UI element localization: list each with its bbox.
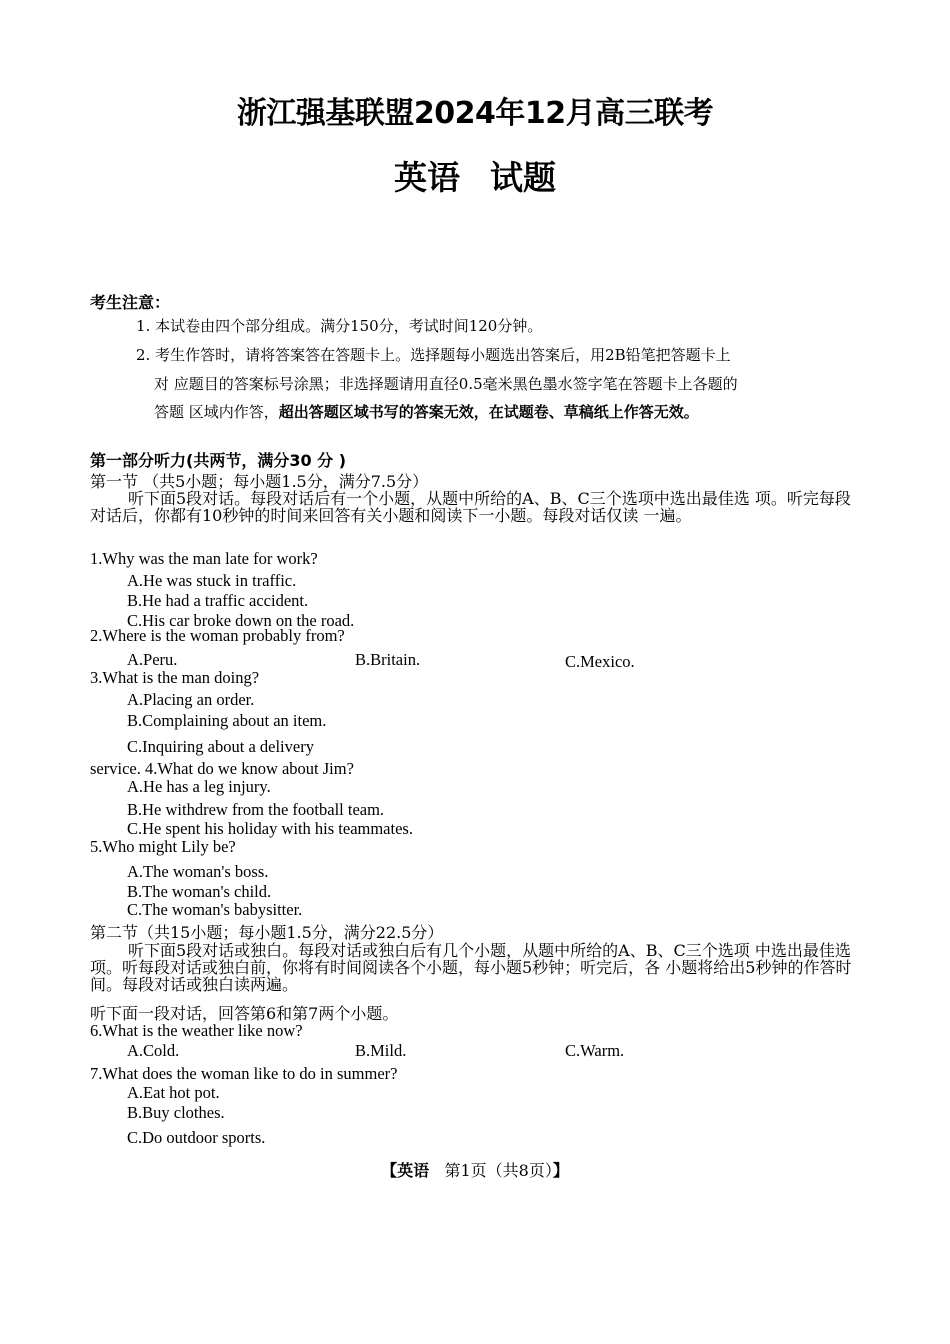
q1-option-b: B.He had a traffic accident. (127, 591, 309, 610)
notice-item-2-line-3 (154, 401, 699, 422)
exam-title: 浙江强基联盟2024年12月高三联考 (236, 96, 714, 131)
q5-stem: 5.Who might Lily be? (90, 837, 236, 856)
section1-heading: 第一节 （共5小题；每小题1.5分，满分7.5分） (90, 472, 429, 491)
q4-stem: service. 4.What do we know about Jim? (90, 759, 354, 778)
subject-label: 英语 (394, 158, 460, 197)
q2-option-b: B.Britain. (355, 650, 421, 669)
q1-option-c: C.His car broke down on the road. (127, 611, 355, 630)
q7-option-a: A.Eat hot pot. (127, 1083, 220, 1102)
q7-stem: 7.What does the woman like to do in summer? (90, 1064, 398, 1083)
notice-item-2-line-2: 对 应题目的答案标号涂黑；非选择题请用直径0.5毫米黑色墨水签字笔在答题卡上各题的 (154, 375, 738, 393)
q1-option-a: A.He was stuck in traffic. (127, 571, 297, 590)
q6-option-a: A.Cold. (127, 1041, 180, 1060)
q6-stem: 6.What is the weather like now? (90, 1021, 303, 1040)
q3-option-c: C.Inquiring about a delivery (127, 737, 314, 756)
q6-option-b: B.Mild. (355, 1041, 407, 1060)
q2-option-a: A.Peru. (127, 650, 178, 669)
q2-stem: 2.Where is the woman probably from? (90, 626, 345, 645)
q3-option-b: B.Complaining about an item. (127, 711, 327, 730)
q5-option-a: A.The woman's boss. (127, 862, 269, 881)
q5-option-c: C.The woman's babysitter. (127, 900, 303, 919)
q1-stem: 1.Why was the man late for work? (90, 549, 318, 568)
q2-option-c: C.Mexico. (565, 652, 635, 671)
notice-item-2-text: 答题 区域内作答， (154, 403, 279, 421)
q7-option-b: B.Buy clothes. (127, 1103, 225, 1122)
notice-item-1: 1. 本试卷由四个部分组成。满分150分，考试时间120分钟。 (136, 317, 543, 335)
exam-subtitle (0, 152, 950, 199)
q6-option-c: C.Warm. (565, 1041, 625, 1060)
notice-heading: 考生注意： (90, 293, 171, 312)
footer-page-number: 第1页（共8页） (444, 1161, 553, 1180)
q7-option-c: C.Do outdoor sports. (127, 1128, 266, 1147)
q4-option-c: C.He spent his holiday with his teammates. (127, 819, 413, 838)
section2-sub-instruction: 听下面一段对话，回答第6和第7两个小题。 (90, 1004, 399, 1023)
q4-option-a: A.He has a leg injury. (127, 777, 271, 796)
section2-instruction: 听下面5段对话或独白。每段对话或独白后有几个小题，从题中所给的A、B、C三个选项 中选出最佳选项。听每段对话或独白前，你将有时间阅读各个小题，每小题5秒钟；听完后，各 小题将给出5秒钟的作答时间。每段对话或独白读两遍。 (90, 941, 852, 994)
section2-heading: 第二节（共15小题；每小题1.5分，满分22.5分） (90, 923, 444, 942)
q3-option-a: A.Placing an order. (127, 690, 255, 709)
q3-stem: 3.What is the man doing? (90, 668, 260, 687)
page-footer (0, 1158, 950, 1181)
q5-option-b: B.The woman's child. (127, 882, 272, 901)
q4-option-b: B.He withdrew from the football team. (127, 800, 385, 819)
section1-instruction: 听下面5段对话。每段对话后有一个小题，从题中所给的A、B、C三个选项中选出最佳选 项。听完每段对话后，你都有10秒钟的时间来回答有关小题和阅读下一小题。每段对话仅读 一遍。 (90, 489, 851, 525)
footer-bracket-open: 【 (381, 1161, 398, 1180)
notice-item-2-line-1: 2. 考生作答时，请将答案答在答题卡上。选择题每小题选出答案后，用2B铅笔把答题卡上 (136, 346, 731, 364)
subtitle-label: 试题 (490, 158, 556, 197)
footer-subject: 英语 (397, 1161, 430, 1180)
footer-bracket-close: 】 (552, 1161, 569, 1180)
part1-heading: 第一部分听力(共两节，满分30 分 ) (90, 451, 347, 470)
notice-warning: 超出答题区域书写的答案无效，在试题卷、草稿纸上作答无效。 (278, 403, 699, 421)
